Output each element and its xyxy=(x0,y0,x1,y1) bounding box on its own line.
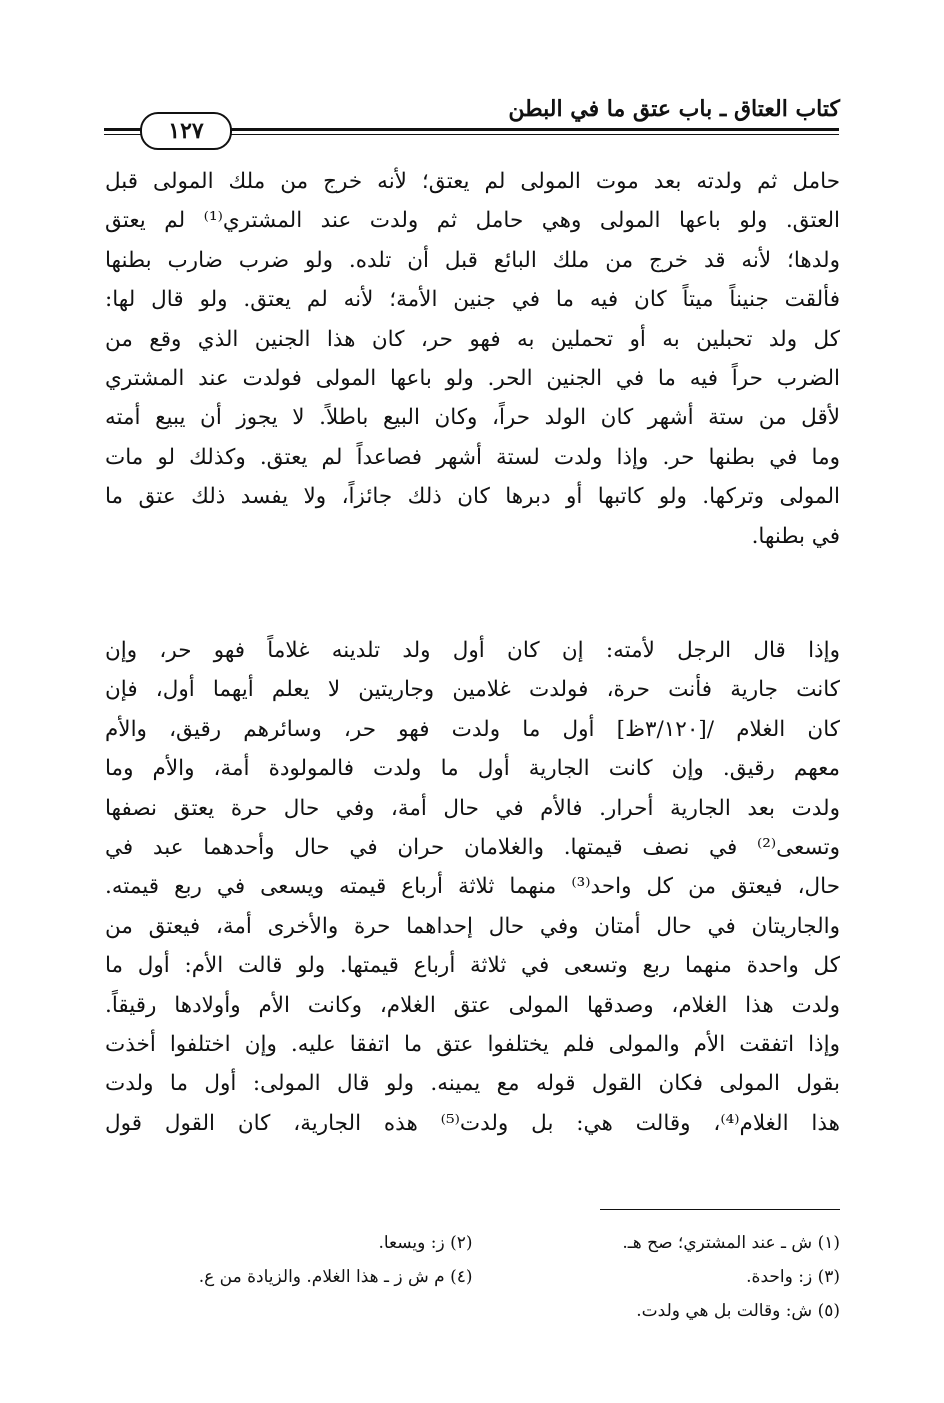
footnote-4: (٤) م ش ز ـ هذا الغلام. والزيادة من ع. xyxy=(198,1267,473,1287)
footnote-3: (٣) ز: واحدة. xyxy=(746,1267,840,1287)
text-line: المولى وتركها. ولو كاتبها أو دبرها كان ذلك جائزاً، ولا يفسد ذلك عتق ما xyxy=(105,484,840,510)
footnote-1: (١) ش ـ عند المشتري؛ صح هـ. xyxy=(622,1233,840,1253)
footnote-row xyxy=(105,1260,840,1294)
running-title: كتاب العتاق ـ باب عتق ما في البطن xyxy=(508,96,840,122)
text-line: وما في بطنها حر. وإذا ولدت لستة أشهر فصاعداً لم يعتق. وكذلك لو مات xyxy=(105,444,840,470)
text-line: وتسعى⁽²⁾ في نصف قيمتها. والغلامان حران في حال وأحدهما عبد في xyxy=(105,834,840,860)
text-line: وإذا قال الرجل لأمته: إن كان أول ولد تلدينه غلاماً فهو حر، وإن xyxy=(105,638,840,663)
text-line: حال، فيعتق من كل واحد⁽³⁾ منهما ثلاثة أرباع قيمته ويسعى في ربع قيمته. xyxy=(105,874,840,900)
text-line: ولدت هذا الغلام، وصدقها المولى عتق الغلام، وكانت الأم وأولادها رقيقاً. xyxy=(105,992,840,1018)
footnotes xyxy=(105,1226,840,1328)
text-line: كانت جارية فأنت حرة، فولدت غلامين وجاريتين لا يعلم أيهما أول، فإن xyxy=(105,677,840,703)
text-line: كان الغلام /[٣/١٢٠ظ] أول ما ولدت فهو حر، وسائرهم رقيق، والأم xyxy=(105,716,840,742)
text-line: في بطنها. xyxy=(751,523,840,549)
footnote-2: (٢) ز: ويسعا. xyxy=(378,1233,473,1253)
text-line: العتق. ولو باعها المولى وهي حامل ثم ولدت عند المشتري⁽¹⁾ لم يعتق xyxy=(105,208,840,234)
text-line: ولدت بعد الجارية أحرار. فالأم في حال أمة، وفي حال حرة يعتق نصفها xyxy=(105,795,840,821)
text-line: والجاريتان في حال أمتان وفي حال إحداهما حرة والأخرى أمة، فيعتق من xyxy=(105,913,840,939)
footnote-rule xyxy=(600,1209,840,1210)
text-line: كل واحدة منهما ربع وتسعى في ثلاثة أرباع قيمتها. ولو قالت الأم: أول ما xyxy=(105,953,840,979)
text-line: فألقت جنيناً ميتاً كان فيه ما في جنين الأمة؛ لأنه لم يعتق. ولو قال لها: xyxy=(105,287,840,313)
text-line: لأقل من ستة أشهر كان الولد حراً، وكان البيع باطلاً. لا يجوز أن يبيع أمته xyxy=(105,405,840,431)
text-line: هذا الغلام⁽⁴⁾، وقالت هي: بل ولدت⁽⁵⁾ هذه الجارية، كان القول قول xyxy=(105,1110,840,1136)
text-line: بقول المولى فكان القول قوله مع يمينه. ولو قال المولى: أول ما ولدت xyxy=(105,1071,840,1097)
text-line: معهم رقيق. وإن كانت الجارية أول ما ولدت فالمولودة أمة، والأم وما xyxy=(105,756,840,782)
text-line: ولدها؛ لأنه قد خرج من ملك البائع قبل أن تلده. ولو ضرب ضارب بطنها xyxy=(105,247,840,273)
page-number: ١٢٧ xyxy=(140,112,232,150)
footnote-5: (٥) ش: وقالت بل هي ولدت. xyxy=(636,1301,840,1321)
text-line: حامل ثم ولدته بعد موت المولى لم يعتق؛ لأنه خرج من ملك المولى قبل xyxy=(105,169,840,194)
footnote-row xyxy=(105,1226,840,1260)
paragraph-2 xyxy=(105,631,840,1143)
text-line: كل ولد تحبلين به أو تحملين به فهو حر، كان هذا الجنين الذي وقع من xyxy=(105,326,840,352)
footnote-row xyxy=(105,1294,840,1328)
paragraph-1 xyxy=(105,162,840,556)
text-line: وإذا اتفقت الأم والمولى فلم يختلفوا عتق ما اتفقا عليه. وإن اختلفوا أخذت xyxy=(105,1031,840,1057)
text-line: الضرب حراً فيه ما في الجنين الحر. ولو باعها المولى فولدت عند المشتري xyxy=(105,365,840,391)
